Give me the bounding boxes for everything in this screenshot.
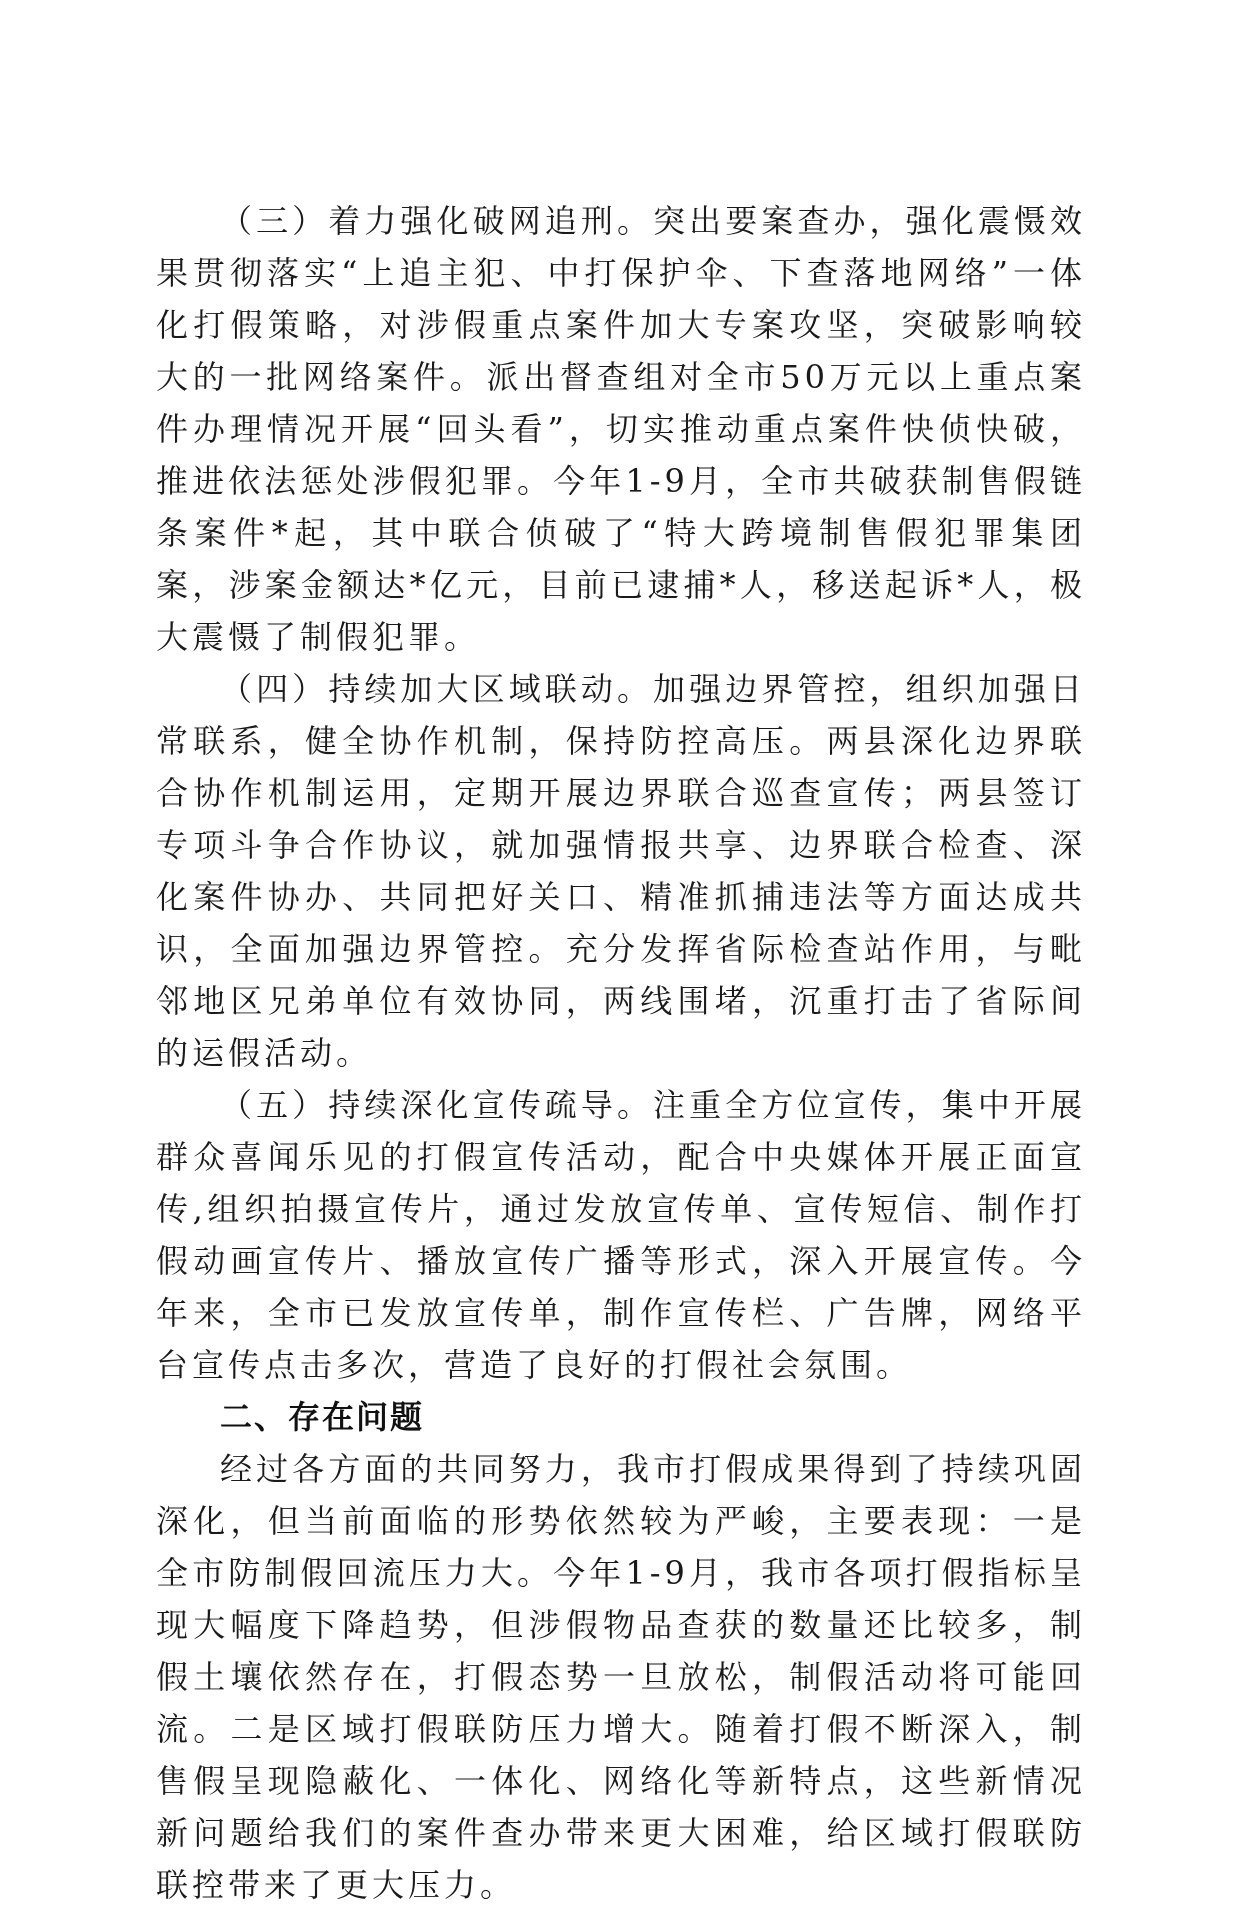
- paragraph-crackdown-network: （三）着力强化破网追刑。突出要案查办，强化震慑效果贯彻落实“上追主犯、中打保护伞、下查落地网络”一体化打假策略，对涉假重点案件加大专案攻坚，突破影响较大的一批网络案件。派出督查组对全市50万元以上重点案件办理情况开展“回头看”，切实推动重点案件快侦快破，推进依法惩处涉假犯罪。今年1-9月，全市共破获制售假链条案件*起，其中联合侦破了“特大跨境制售假犯罪集团案，涉案金额达*亿元，目前已逮捕*人，移送起诉*人，极大震慑了制假犯罪。: [156, 202, 1086, 656]
- document-body: [156, 195, 1086, 1911]
- paragraph-regional-linkage: （四）持续加大区域联动。加强边界管控，组织加强日常联系，健全协作机制，保持防控高压。两县深化边界联合协作机制运用，定期开展边界联合巡查宣传；两县签订专项斗争合作协议，就加强情报共享、边界联合检查、深化案件协办、共同把好关口、精准抓捕违法等方面达成共识，全面加强边界管控。充分发挥省际检查站作用，与毗邻地区兄弟单位有效协同，两线围堵，沉重打击了省际间的运假活动。: [156, 670, 1086, 1072]
- paragraph-problems: 经过各方面的共同努力，我市打假成果得到了持续巩固深化，但当前面临的形势依然较为严峻，主要表现：一是全市防制假回流压力大。今年1-9月，我市各项打假指标呈现大幅度下降趋势，但涉假物品查获的数量还比较多，制假土壤依然存在，打假态势一旦放松，制假活动将可能回流。二是区域打假联防压力增大。随着打假不断深入，制售假呈现隐蔽化、一体化、网络化等新特点，这些新情况新问题给我们的案件查办带来更大困难，给区域打假联防联控带来了更大压力。: [156, 1450, 1086, 1904]
- paragraph-publicity: （五）持续深化宣传疏导。注重全方位宣传，集中开展群众喜闻乐见的打假宣传活动，配合中央媒体开展正面宣传,组织拍摄宣传片，通过发放宣传单、宣传短信、制作打假动画宣传片、播放宣传广播等形式，深入开展宣传。今年来，全市已发放宣传单，制作宣传栏、广告牌，网络平台宣传点击多次，营造了良好的打假社会氛围。: [156, 1086, 1086, 1384]
- section-heading-problems: 二、存在问题: [220, 1398, 425, 1436]
